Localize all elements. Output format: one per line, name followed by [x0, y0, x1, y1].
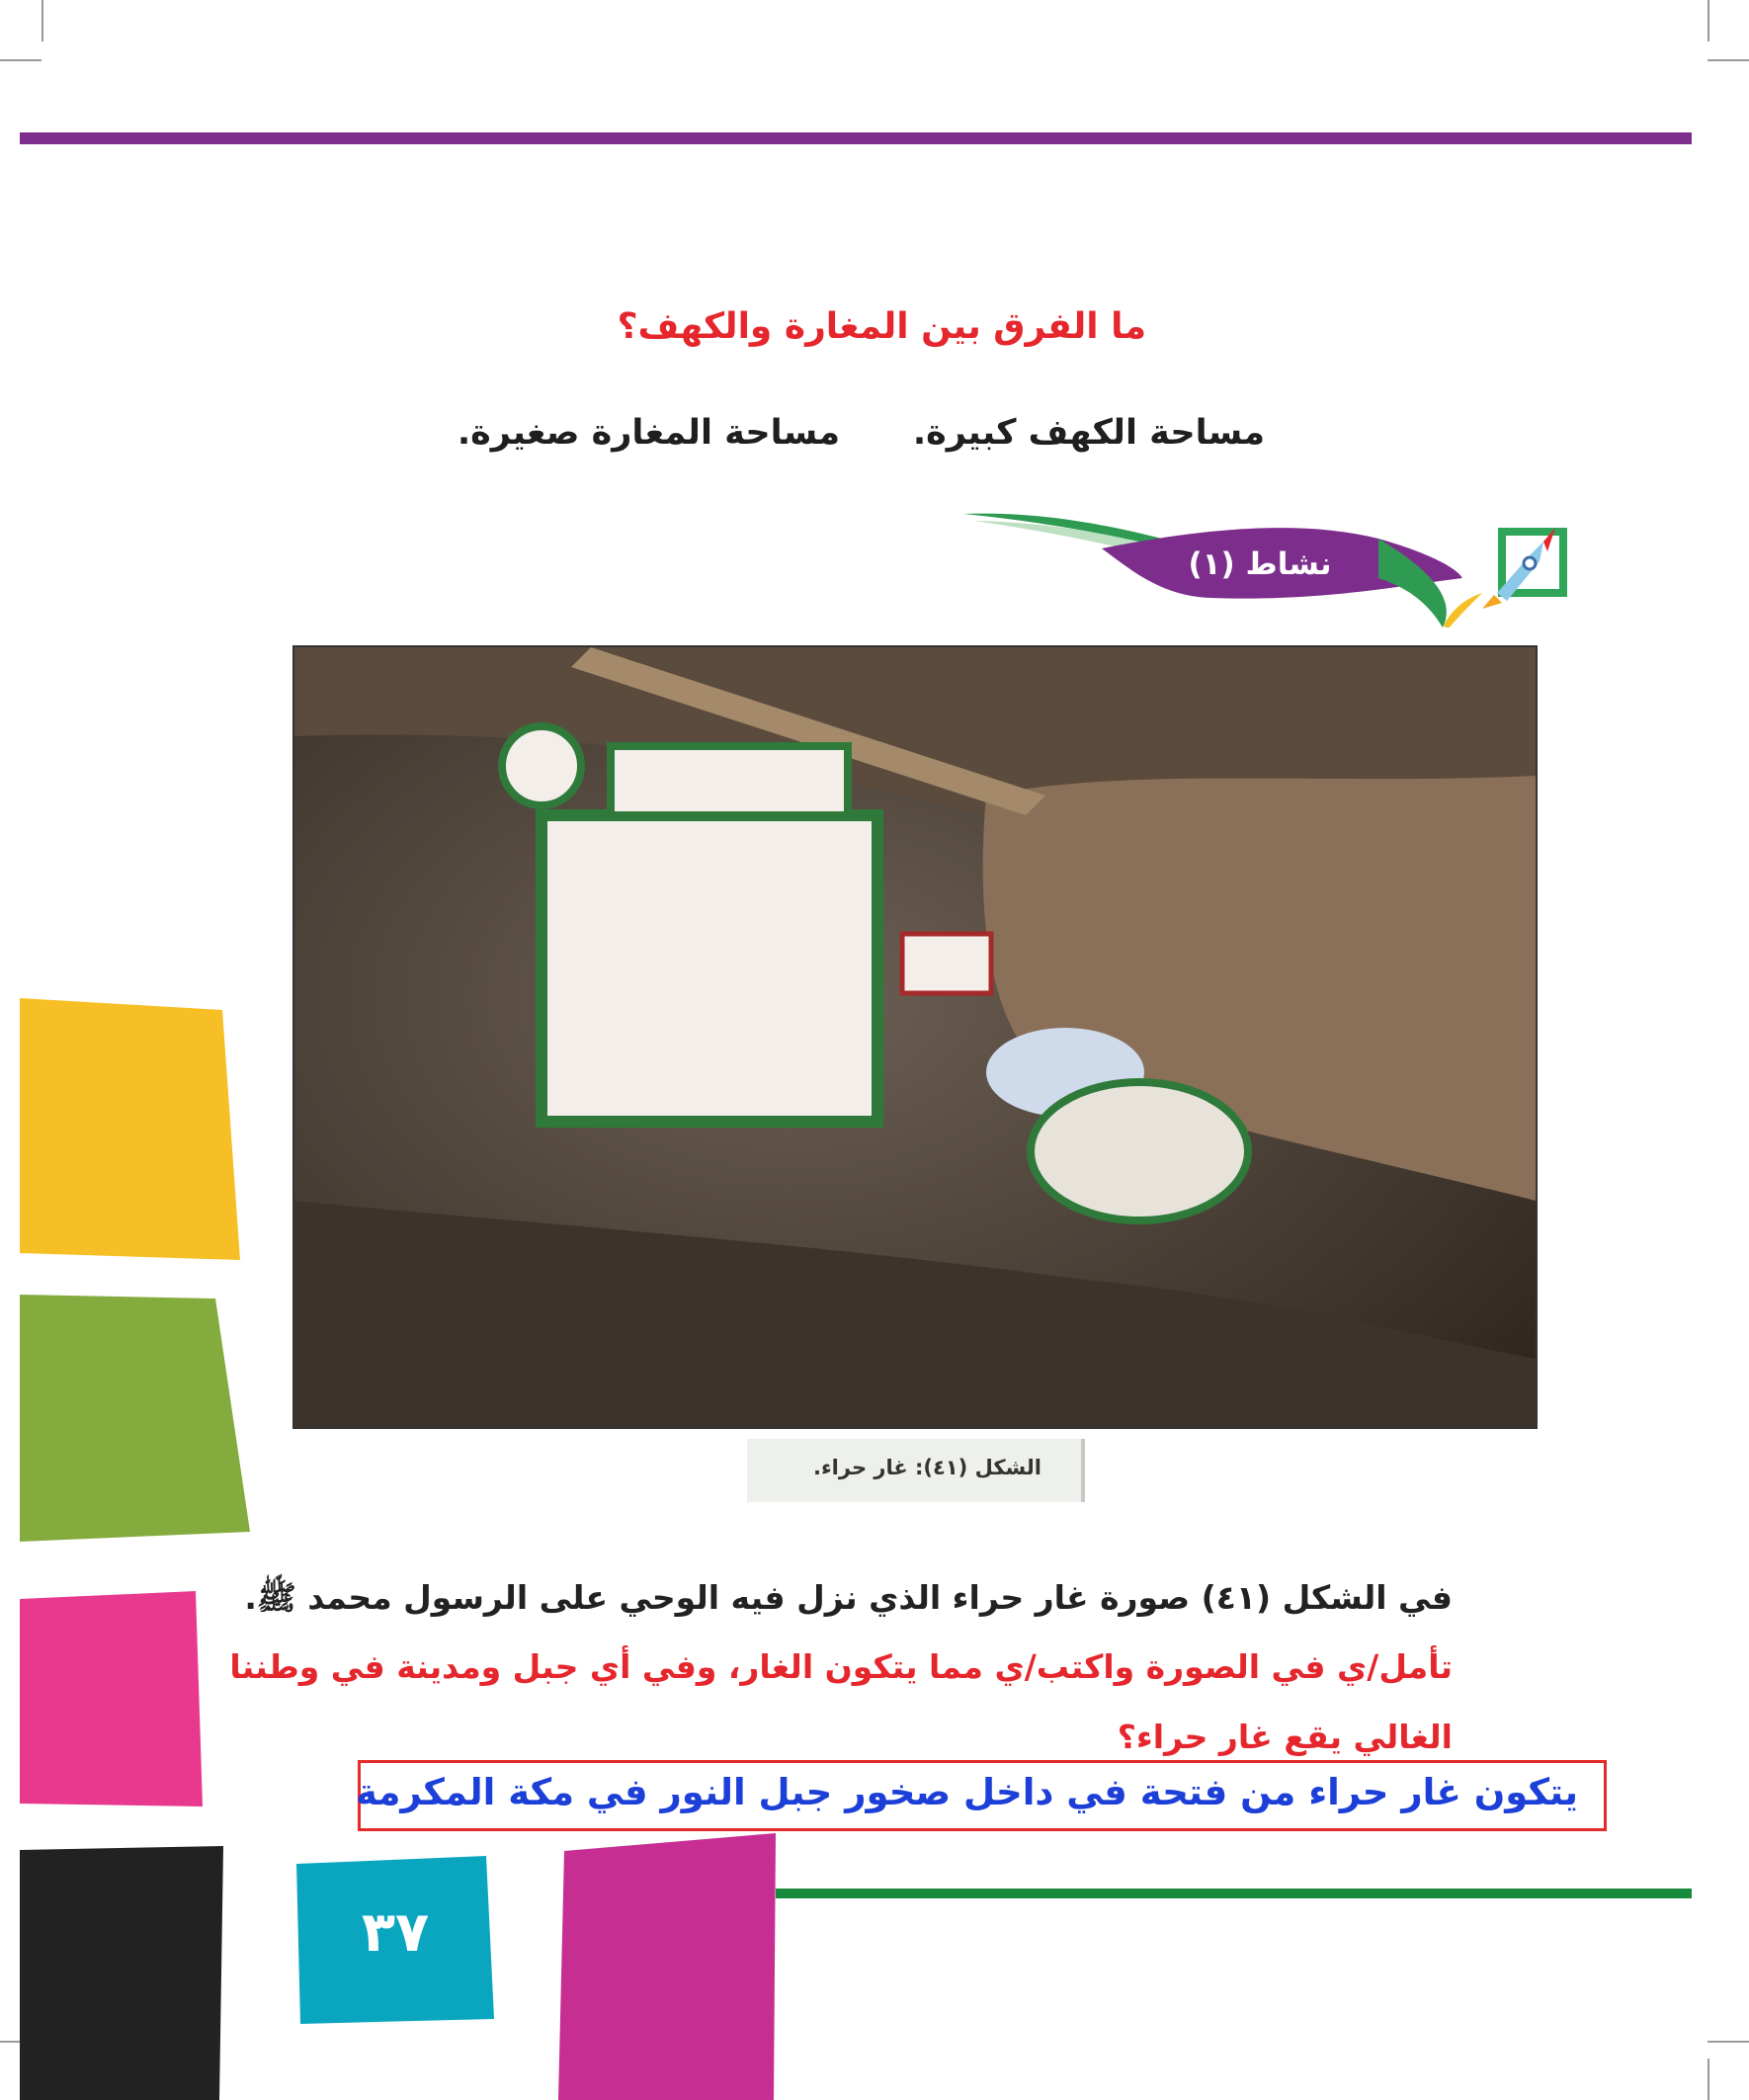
answer-box[interactable] — [358, 1760, 1607, 1831]
crop-mark — [1707, 59, 1749, 61]
figure-caption-box — [747, 1439, 1085, 1502]
answer-text: يتكون غار حراء من فتحة في داخل صخور جبل النور في مكة المكرمة — [356, 1771, 1578, 1813]
crop-mark — [1707, 2041, 1749, 2043]
figure-caption: الشكل (٤١): غار حراء. — [812, 1456, 1041, 1479]
page-number-block — [296, 1856, 494, 2024]
bottom-green-rule — [776, 1889, 1692, 1898]
crop-mark — [1707, 0, 1709, 42]
activity-banner — [963, 509, 1576, 628]
cave-photo — [292, 645, 1538, 1429]
activity-label: نشاط (١) — [1188, 546, 1332, 582]
page-number: ٣٧ — [361, 1900, 430, 1965]
activity-question-line-1: تأمل/ي في الصورة واكتب/ي مما يتكون الغار، وفي أي جبل ومدينة في وطننا — [229, 1647, 1453, 1686]
crop-mark — [0, 59, 42, 61]
magenta-color-block — [558, 1833, 786, 2100]
figure-description: في الشكل (٤١) صورة غار حراء الذي نزل فيه الوحي على الرسول محمد ﷺ. — [244, 1578, 1453, 1617]
cave-photo-image — [294, 647, 1536, 1427]
top-rule — [20, 132, 1692, 144]
rocket-icon — [1472, 514, 1571, 613]
cave-size-fact: مساحة الكهف كبيرة. — [912, 413, 1265, 453]
side-color-blocks — [0, 988, 277, 2100]
grotto-size-fact: مساحة المغارة صغيرة. — [457, 413, 840, 453]
activity-question-line-2: الغالي يقع غار حراء؟ — [1117, 1718, 1453, 1756]
section-heading: ما الفرق بين المغارة والكهف؟ — [617, 306, 1146, 347]
crop-mark — [1707, 2058, 1709, 2100]
crop-mark — [42, 0, 43, 42]
